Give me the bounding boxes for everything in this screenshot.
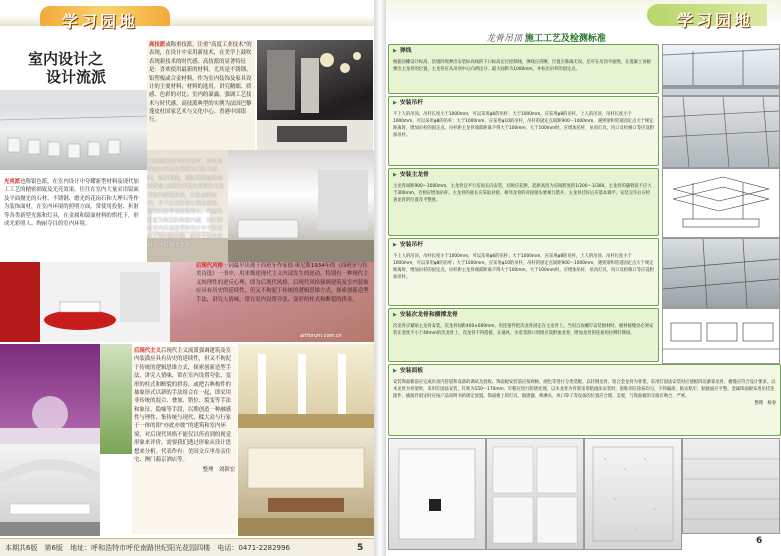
section-text: 根据顶棚设计标高，沿墙四周弹出安装标高线的下口标高定位控制线，弹线应清晰，位置应准确无误。还可在吊顶平面图，在混凝土顶板弹出主龙骨的位置。主龙骨应从吊顶中心向两边分，最大间距为1000mm，并标出吊杆的固定点。 (393, 59, 651, 72)
postmodernism-paragraph (132, 346, 237, 534)
classical-hall-photo (238, 344, 374, 428)
bright-style-text: 也称银色派，在室内设计中夸耀新型材料及现代加工工艺的精密细致及光亮效果，往往在室内大量采用镜面及平面抛光的石材、不锈钢、磨光的花岗石和大理石等作为装饰面材，在室内环境的照明方面，常使用投射、折射等各类新型光源和灯具，在金属和镜面材料的烘托下，形成光彩照人、绚丽夺目的室内环境。 (4, 179, 139, 227)
section-heading: ▶ 安装吊杆 (393, 99, 654, 109)
bright-style-paragraph (4, 178, 144, 258)
right-banner-title: 学习园地 (676, 11, 753, 30)
section-hangers-1 (388, 96, 659, 166)
main-title-line2: 设计流派 (46, 68, 107, 86)
postmodernism-author: 整理 刘新宏 (202, 467, 235, 474)
white-style-paragraph (147, 158, 227, 253)
left-banner-title: 学习园地 (62, 12, 139, 31)
red-room-photo (0, 262, 170, 342)
postmodernism-text: 后现代主义流派强调建筑及室内装潢应具有历史的延续性，但又不拘泥于传统的逻辑思维方式，探索创新造型手法，讲究人情味，常在室内设置夸张、变形的柱式和断裂的拱券，或把古典构件的抽象形式以新的手法组合在一起，即采用非传统的混合、叠加、错位、裂变等手法和象征、隐喻等手段，以期创造一种融感性与理性、集传统与现代、糅大众与行家于一体的即“亦此亦彼”的建筑和室内环境。对后现代风格不能仅以所看到的视觉形象来评价，需要我们透过形象从设计思想来分析。代表作有：美国文丘里母亲住宅、澳门葡京酒店等。 (134, 348, 232, 463)
ceiling-panel-photo-2 (486, 438, 584, 550)
section-hangers-2 (388, 238, 659, 306)
section-author: 整理 杨春 (754, 400, 776, 406)
connector-diagram (662, 308, 780, 364)
glossy-hall-photo (0, 90, 147, 170)
postmodern-lounge-photo (238, 428, 374, 536)
footer-phone: 电话：0471-2282996 (217, 544, 290, 552)
section-text: 安装饰面板前应完成吊顶内管道和设备的调试及验收。饰面板安装前应按规格、颜色等进行分类选配。以轻钢龙骨、铝合金龙骨为骨架，采用钉固法安装时应使板四边紧靠龙骨，板缝应符合设计要求。以木龙骨为骨架时，采用钉固法安装，钉距为150～170mm，钉帽应进行防锈处理。以木龙骨为骨架采用粘接法安装时，胶粘剂应涂抹均匀，不得漏涂，粘实粘牢，粘接面应平整。金属饰面板采用吊挂连接件、插接件固定时应按产品说明书的规定放置。饰面板上的灯具、烟感器、喷淋头、风口箅子等设备的位置应合理、美观，与饰面板的交接应吻合、严密。 (393, 379, 776, 399)
footer-issue: 本期共6版 第6版 (5, 544, 63, 552)
photo-watermark: artforum.com.cn (300, 333, 342, 339)
right-page (386, 0, 781, 556)
section-heading: ▶ 安装吊杆 (393, 241, 654, 251)
right-banner (386, 0, 781, 30)
section-text: 不上人的吊顶，吊杆长度小于1000mm，可以采用φ6的吊杆；大于1000mm，应采用φ8的吊杆，上人的吊顶，吊杆长度小于1000mm，可以采用φ8的吊杆；大于1000mm，应采用φ10的吊杆，吊杆的固定点间距900～1000mm，遇到梁和管道固定点大于规定距离时，增加吊杆的固定点。吊杆距主龙骨端部距离不得大于100mm，大于100mm时，应增加吊杆，吊顶灯具、风口及检修口等应设附加吊杆。 (393, 111, 654, 138)
postmodern-text: 一词最早出现于西班牙作家德·奥尼斯1934年的《西班牙与拉美诗选》一书中，用来描述现代主义内部发生的逆动，特别有一种现代主义纯理性的逆反心理，即为后现代风格。后现代风格强调建筑及室内装饰应具有历史的延续性，但又不拘泥于传统的逻辑思维方式，探索创新造型手法，讲究人情味，常在室内设置夸张、变形的柱式和断裂的拱券。 (196, 263, 369, 303)
purple-room-photo (0, 344, 100, 444)
ceiling-panel-photo-4 (682, 438, 780, 534)
section-text: 不上人的吊顶，吊杆长度小于1000mm，可以采用φ6的吊杆；大于1000mm，应采用φ8的吊杆，上人的吊顶，吊杆长度小于1000mm，可以采用φ8的吊杆；大于1000mm，应采用φ10的吊杆，吊杆的固定点间距900～1000mm，遇到梁和管道固定点大于规定距离时，增加吊杆的固定点。吊杆距主龙骨端部距离不得大于100mm，大于100mm时，应增加吊杆，吊顶灯具、风口及检修口等应设附加吊杆。 (393, 253, 654, 280)
keel-grid-photo (662, 96, 780, 168)
section-text: 主龙骨间距900～1000mm，主龙骨宜平行房间长向安装，同时应起拱，起拱高度为房间跨度的1/200～1/300。主龙骨的悬臂段不应大于300mm，否则应增加吊杆。主龙骨的接长应采取对接，相邻龙骨的对接接头要相互错开。主龙骨挂好后应基本调平。安装完毕后应检查龙骨的位置及平整度。 (393, 183, 652, 203)
postmodernism-keyword: 后现代主义 (134, 348, 161, 354)
hightech-text: 或称重技派，注重“高度工业技术”的表现，在设计中采用新技术，在美学上鼓吹表现新技术的时代感。高技派的显著特征是：喜欢使用最新的材料，尤其是不锈钢、铝塑板或合金材料，作为室内装饰及家具设计的主要材料；材料的选用，讲究精细、质感、色彩的对比；室内的暴露，强调工艺技术与时代感。高技派典型的实例为法国巴黎蓬皮杜国家艺术与文化中心、香港中国银行。 (149, 42, 252, 124)
hightech-interior-photo (257, 40, 373, 158)
left-page-number: 5 (357, 543, 364, 553)
installed-keel-photo (662, 238, 780, 308)
left-footer (0, 538, 374, 556)
section-heading: ▶ 弹线 (393, 47, 654, 57)
keel-diagram (662, 168, 780, 238)
section-main-keel (388, 168, 659, 236)
main-title-line1: 室内设计之 (28, 50, 104, 68)
chandelier-photo (100, 344, 132, 454)
title-main: 施工工艺及检测标准 (524, 34, 606, 44)
section-heading: ▶ 安装面板 (393, 367, 776, 377)
section-heading: ▶ 安装主龙骨 (393, 171, 654, 181)
ceiling-panel-photo-3 (584, 438, 682, 550)
white-style-text: 白色派的室内朴实无华，室内各界面以至家具等常以白色为基调，简洁明确，例如美国建筑师理查德·迈耶设计的史密斯住宅及其室内即属此例。白色派的室内，并不仅仅停留在简化装饰、选用白色等表面处理上，而是具有更为深层的构思内涵，设计师在室内环境造型和设计中不仅考虑了室内的环境，而且十分注意和室外景观的联系。 (147, 159, 225, 249)
ceiling-hanger-photo (662, 44, 780, 96)
postmodern-keyword: 后现代风格 (196, 263, 223, 269)
footer-address: 地址：呼和浩特市呼伦南路世纪阳光花园四楼 (70, 544, 211, 552)
left-banner (0, 0, 374, 31)
hightech-keyword: 高技派 (149, 42, 166, 48)
postmodern-paragraph (196, 262, 372, 338)
section-snapline (388, 44, 659, 94)
bright-style-keyword: 光亮派 (4, 179, 21, 185)
hightech-paragraph (147, 40, 255, 150)
section-secondary-keel (388, 308, 659, 362)
title-prefix: 龙骨吊顶 (486, 34, 523, 44)
section-heading: ▶ 安装次龙骨和横撑龙骨 (393, 311, 654, 321)
section-panels (388, 364, 781, 436)
modern-interior-photo (228, 150, 374, 262)
right-page-number: 6 (756, 536, 763, 546)
section-text: 次龙骨应紧贴主龙骨安装，次龙骨间距400×600mm，用连接件把次龙骨固定在主龙骨上。当用自攻螺钉安装板材时，板材接缝处必须安装在宽度不小于40mm的次龙骨上，次龙骨不得搭接，在通风、水电等洞口周围应设附加龙骨，附加龙骨的连接用拉铆钉铆固。 (393, 323, 654, 336)
curved-white-room-photo (0, 444, 100, 536)
page-gutter (374, 0, 386, 556)
ceiling-panel-photo-1 (388, 438, 486, 550)
right-page-title (486, 31, 606, 44)
left-page (0, 0, 374, 556)
